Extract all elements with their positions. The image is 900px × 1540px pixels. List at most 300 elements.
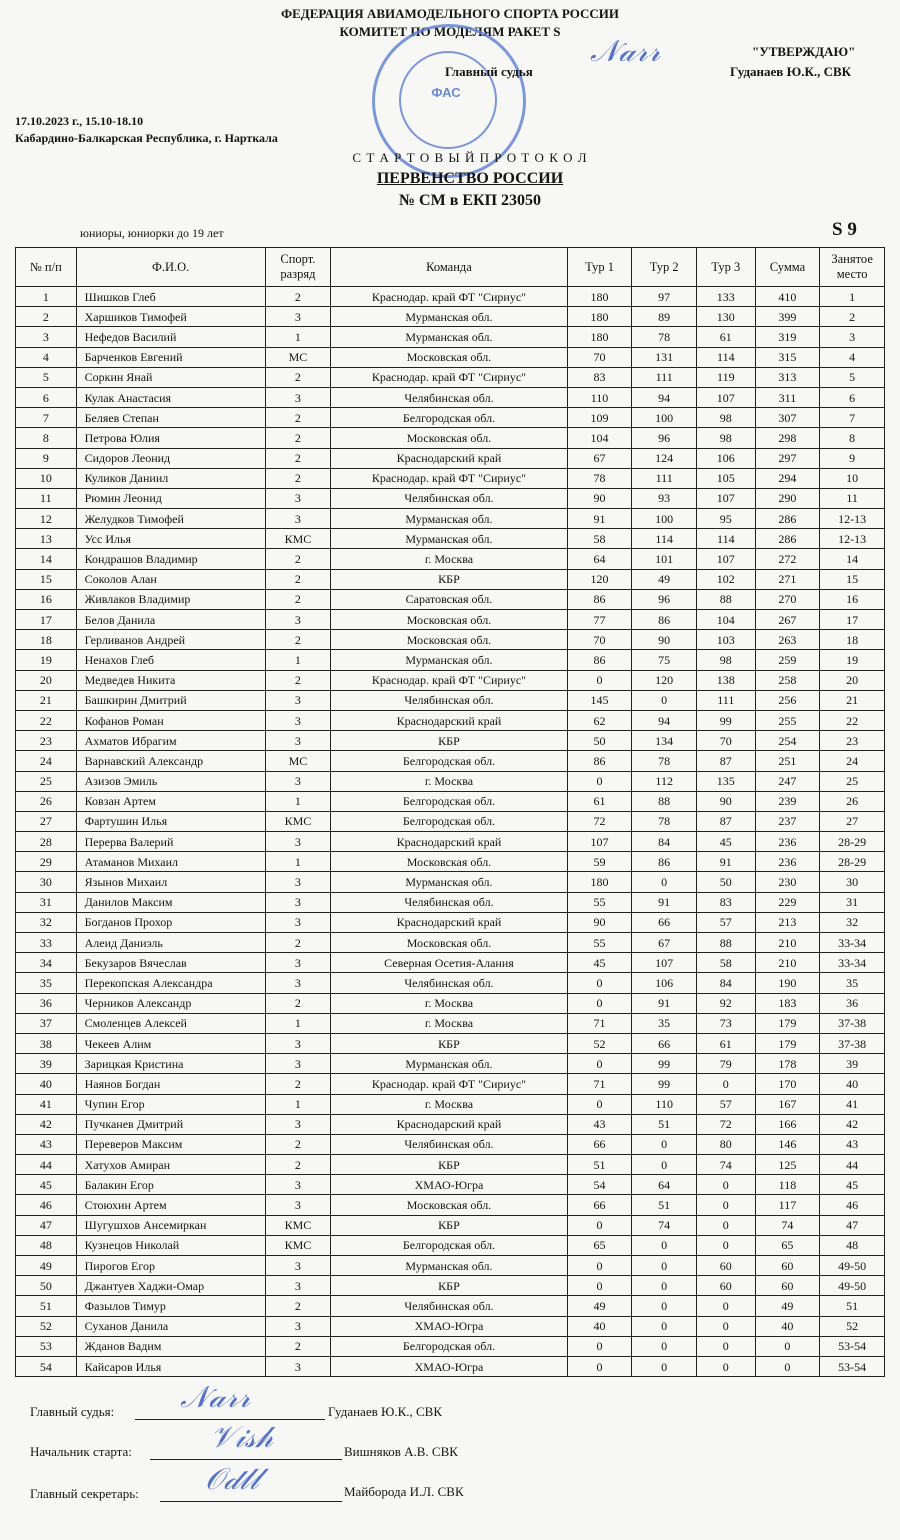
cell-team: Челябинская обл.: [331, 1134, 567, 1154]
event-name: ПЕРВЕНСТВО РОССИИ: [376, 170, 564, 187]
cell-round-2: 96: [632, 428, 697, 448]
cell-round-2: 89: [632, 307, 697, 327]
table-row: [16, 670, 885, 690]
cell-team: г. Москва: [331, 549, 567, 569]
cell-round-2: 134: [632, 731, 697, 751]
table-row: [16, 1296, 885, 1316]
cell-total: 399: [755, 307, 820, 327]
cell-round-2: 114: [632, 529, 697, 549]
cell-name: Бекузаров Вячеслав: [76, 953, 265, 973]
cell-round-1: 91: [567, 509, 632, 529]
table-row: [16, 630, 885, 650]
cell-total: 65: [755, 1235, 820, 1255]
cell-place: 5: [820, 367, 885, 387]
cell-round-3: 83: [697, 892, 756, 912]
cell-total: 410: [755, 287, 820, 307]
cell-round-3: 0: [697, 1235, 756, 1255]
cell-round-1: 55: [567, 892, 632, 912]
table-row: [16, 832, 885, 852]
cell-rank: 2: [265, 1336, 331, 1356]
table-row: [16, 307, 885, 327]
cell-number: 30: [16, 872, 77, 892]
cell-round-1: 86: [567, 751, 632, 771]
cell-team: Челябинская обл.: [331, 1296, 567, 1316]
cell-round-1: 51: [567, 1155, 632, 1175]
footer-signature-3: 𝒪𝒹𝓁𝓁: [205, 1462, 259, 1497]
cell-number: 28: [16, 832, 77, 852]
cell-total: 270: [755, 589, 820, 609]
cell-team: Челябинская обл.: [331, 892, 567, 912]
cell-rank: 1: [265, 1094, 331, 1114]
table-row: [16, 1316, 885, 1336]
cell-round-2: 107: [632, 953, 697, 973]
cell-total: 307: [755, 408, 820, 428]
cell-place: 17: [820, 610, 885, 630]
cell-rank: 3: [265, 771, 331, 791]
cell-place: 19: [820, 650, 885, 670]
cell-name: Герливанов Андрей: [76, 630, 265, 650]
cell-round-2: 0: [632, 1155, 697, 1175]
cell-round-1: 45: [567, 953, 632, 973]
cell-total: 183: [755, 993, 820, 1013]
cell-round-1: 58: [567, 529, 632, 549]
cell-round-1: 0: [567, 670, 632, 690]
cell-round-3: 95: [697, 509, 756, 529]
footer-secretary-label: Главный секретарь:: [30, 1486, 139, 1501]
cell-round-2: 51: [632, 1195, 697, 1215]
header-signature: 𝒩𝒶𝓇𝓇: [590, 34, 661, 69]
cell-total: 315: [755, 347, 820, 367]
cell-team: Мурманская обл.: [331, 307, 567, 327]
table-row: [16, 731, 885, 751]
cell-name: Беляев Степан: [76, 408, 265, 428]
cell-rank: 1: [265, 852, 331, 872]
cell-round-2: 90: [632, 630, 697, 650]
cell-round-1: 52: [567, 1033, 632, 1053]
cell-name: Пучканев Дмитрий: [76, 1114, 265, 1134]
cell-rank: 3: [265, 1316, 331, 1336]
federation-title: ФЕДЕРАЦИЯ АВИАМОДЕЛЬНОГО СПОРТА РОССИИ: [280, 6, 620, 21]
cell-number: 4: [16, 347, 77, 367]
cell-total: 251: [755, 751, 820, 771]
cell-round-2: 49: [632, 569, 697, 589]
cell-name: Ахматов Ибрагим: [76, 731, 265, 751]
cell-name: Перерва Валерий: [76, 832, 265, 852]
cell-number: 10: [16, 468, 77, 488]
cell-round-3: 58: [697, 953, 756, 973]
cell-rank: МС: [265, 751, 331, 771]
cell-rank: 2: [265, 1296, 331, 1316]
committee-title: КОМИТЕТ ПО МОДЕЛЯМ РАКЕТ S: [339, 24, 561, 39]
cell-total: 311: [755, 387, 820, 407]
table-row: [16, 912, 885, 932]
cell-number: 27: [16, 811, 77, 831]
footer-chief-judge-name: Гуданаев Ю.К., СВК: [328, 1404, 443, 1419]
doc-type: С Т А Р Т О В Ы Й П Р О Т О К О Л: [352, 150, 588, 165]
cell-round-3: 119: [697, 367, 756, 387]
cell-round-2: 94: [632, 710, 697, 730]
cell-name: Черников Александр: [76, 993, 265, 1013]
cell-place: 1: [820, 287, 885, 307]
cell-round-2: 0: [632, 1316, 697, 1336]
cell-name: Живлаков Владимир: [76, 589, 265, 609]
table-row: [16, 428, 885, 448]
cell-team: ХМАО-Югра: [331, 1316, 567, 1336]
table-row: [16, 872, 885, 892]
cell-round-3: 106: [697, 448, 756, 468]
cell-team: Мурманская обл.: [331, 509, 567, 529]
cell-round-3: 88: [697, 589, 756, 609]
cell-round-1: 71: [567, 1013, 632, 1033]
table-row: [16, 1175, 885, 1195]
cell-number: 45: [16, 1175, 77, 1195]
cell-number: 49: [16, 1256, 77, 1276]
cell-place: 32: [820, 912, 885, 932]
cell-number: 3: [16, 327, 77, 347]
cell-name: Фартушин Илья: [76, 811, 265, 831]
cell-number: 22: [16, 710, 77, 730]
cell-total: 210: [755, 933, 820, 953]
table-row: [16, 1033, 885, 1053]
cell-rank: 3: [265, 892, 331, 912]
cell-place: 21: [820, 690, 885, 710]
cell-name: Желудков Тимофей: [76, 509, 265, 529]
table-row: [16, 347, 885, 367]
cell-round-2: 0: [632, 1356, 697, 1376]
cell-team: Московская обл.: [331, 933, 567, 953]
cell-team: Краснодар. край ФТ "Сириус": [331, 1074, 567, 1094]
cell-round-3: 104: [697, 610, 756, 630]
table-row: [16, 549, 885, 569]
cell-name: Куликов Даниил: [76, 468, 265, 488]
cell-team: Мурманская обл.: [331, 872, 567, 892]
cell-team: ХМАО-Югра: [331, 1356, 567, 1376]
cell-name: Ненахов Глеб: [76, 650, 265, 670]
cell-place: 31: [820, 892, 885, 912]
cell-team: Мурманская обл.: [331, 1256, 567, 1276]
cell-round-3: 57: [697, 912, 756, 932]
cell-number: 20: [16, 670, 77, 690]
cell-round-1: 43: [567, 1114, 632, 1134]
cell-total: 170: [755, 1074, 820, 1094]
cell-total: 74: [755, 1215, 820, 1235]
cell-total: 117: [755, 1195, 820, 1215]
cell-number: 16: [16, 589, 77, 609]
cell-team: Белгородская обл.: [331, 408, 567, 428]
cell-place: 28-29: [820, 832, 885, 852]
cell-total: 239: [755, 791, 820, 811]
cell-number: 14: [16, 549, 77, 569]
cell-number: 36: [16, 993, 77, 1013]
cell-round-2: 0: [632, 1134, 697, 1154]
cell-round-1: 66: [567, 1134, 632, 1154]
cell-name: Хатухов Амиран: [76, 1155, 265, 1175]
cell-place: 28-29: [820, 852, 885, 872]
cell-round-3: 130: [697, 307, 756, 327]
col-rank: Спорт. разряд: [265, 248, 331, 287]
cell-name: Балакин Егор: [76, 1175, 265, 1195]
cell-team: Челябинская обл.: [331, 387, 567, 407]
cell-place: 44: [820, 1155, 885, 1175]
cell-place: 40: [820, 1074, 885, 1094]
cell-place: 18: [820, 630, 885, 650]
cell-total: 267: [755, 610, 820, 630]
cell-name: Джантуев Хаджи-Омар: [76, 1276, 265, 1296]
table-row: [16, 529, 885, 549]
cell-name: Башкирин Дмитрий: [76, 690, 265, 710]
cell-number: 23: [16, 731, 77, 751]
cell-round-2: 111: [632, 367, 697, 387]
cell-round-3: 105: [697, 468, 756, 488]
cell-rank: 3: [265, 1356, 331, 1376]
cell-number: 37: [16, 1013, 77, 1033]
cell-number: 1: [16, 287, 77, 307]
cell-number: 21: [16, 690, 77, 710]
cell-name: Соколов Алан: [76, 569, 265, 589]
cell-number: 41: [16, 1094, 77, 1114]
cell-round-2: 91: [632, 892, 697, 912]
cell-rank: 3: [265, 509, 331, 529]
cell-name: Рюмин Леонид: [76, 488, 265, 508]
cell-team: Челябинская обл.: [331, 690, 567, 710]
stamp-label: ФАС: [431, 85, 461, 100]
cell-name: Кондрашов Владимир: [76, 549, 265, 569]
cell-total: 290: [755, 488, 820, 508]
cell-name: Фазылов Тимур: [76, 1296, 265, 1316]
cell-round-1: 78: [567, 468, 632, 488]
cell-round-1: 70: [567, 630, 632, 650]
cell-total: 236: [755, 852, 820, 872]
cell-round-1: 86: [567, 589, 632, 609]
cell-place: 24: [820, 751, 885, 771]
cell-total: 255: [755, 710, 820, 730]
cell-total: 146: [755, 1134, 820, 1154]
cell-round-2: 106: [632, 973, 697, 993]
cell-number: 24: [16, 751, 77, 771]
table-row: [16, 973, 885, 993]
cell-name: Нефедов Василий: [76, 327, 265, 347]
cell-place: 27: [820, 811, 885, 831]
table-row: [16, 569, 885, 589]
cell-team: Белгородская обл.: [331, 791, 567, 811]
table-row: [16, 852, 885, 872]
cell-round-2: 78: [632, 751, 697, 771]
cell-number: 29: [16, 852, 77, 872]
cell-total: 259: [755, 650, 820, 670]
cell-rank: 2: [265, 1134, 331, 1154]
cell-place: 15: [820, 569, 885, 589]
cell-place: 22: [820, 710, 885, 730]
cell-round-3: 74: [697, 1155, 756, 1175]
cell-rank: 2: [265, 468, 331, 488]
cell-team: Краснодарский край: [331, 912, 567, 932]
cell-total: 0: [755, 1336, 820, 1356]
cell-team: Краснодар. край ФТ "Сириус": [331, 287, 567, 307]
cell-round-3: 0: [697, 1316, 756, 1336]
table-row: [16, 468, 885, 488]
cell-round-1: 0: [567, 1356, 632, 1376]
cell-total: 298: [755, 428, 820, 448]
cell-team: Московская обл.: [331, 852, 567, 872]
table-row: [16, 1356, 885, 1376]
cell-team: Московская обл.: [331, 610, 567, 630]
cell-round-2: 78: [632, 811, 697, 831]
cell-team: Краснодарский край: [331, 832, 567, 852]
cell-name: Зарицкая Кристина: [76, 1054, 265, 1074]
cell-rank: КМС: [265, 529, 331, 549]
cell-team: Саратовская обл.: [331, 589, 567, 609]
cell-place: 46: [820, 1195, 885, 1215]
cell-total: 297: [755, 448, 820, 468]
cell-total: 210: [755, 953, 820, 973]
cell-number: 12: [16, 509, 77, 529]
cell-rank: 2: [265, 589, 331, 609]
cell-team: Московская обл.: [331, 428, 567, 448]
cell-round-3: 0: [697, 1175, 756, 1195]
cell-number: 31: [16, 892, 77, 912]
cell-total: 40: [755, 1316, 820, 1336]
table-row: [16, 327, 885, 347]
cell-rank: КМС: [265, 811, 331, 831]
cell-team: Краснодарский край: [331, 1114, 567, 1134]
cell-name: Петрова Юлия: [76, 428, 265, 448]
cell-number: 6: [16, 387, 77, 407]
cell-place: 42: [820, 1114, 885, 1134]
cell-round-1: 40: [567, 1316, 632, 1336]
cell-rank: МС: [265, 347, 331, 367]
footer-signature-2: 𝒱𝒾𝓈𝒽: [210, 1420, 273, 1455]
cell-number: 15: [16, 569, 77, 589]
footer-start-chief-label: Начальник старта:: [30, 1444, 132, 1459]
cell-place: 37-38: [820, 1033, 885, 1053]
cell-number: 51: [16, 1296, 77, 1316]
cell-name: Кулак Анастасия: [76, 387, 265, 407]
cell-name: Кайсаров Илья: [76, 1356, 265, 1376]
cell-round-3: 114: [697, 529, 756, 549]
cell-team: Белгородская обл.: [331, 811, 567, 831]
cell-round-2: 100: [632, 509, 697, 529]
cell-round-1: 70: [567, 347, 632, 367]
cell-round-2: 74: [632, 1215, 697, 1235]
cell-name: Чекеев Алим: [76, 1033, 265, 1053]
cell-place: 37-38: [820, 1013, 885, 1033]
table-row: [16, 710, 885, 730]
header-chief-judge-name: Гуданаев Ю.К., СВК: [730, 64, 852, 79]
cell-name: Ковзан Артем: [76, 791, 265, 811]
cell-round-3: 87: [697, 751, 756, 771]
event-date: 17.10.2023 г., 15.10-18.10: [15, 114, 144, 128]
cell-name: Стоюхин Артем: [76, 1195, 265, 1215]
cell-round-3: 91: [697, 852, 756, 872]
table-row: [16, 690, 885, 710]
cell-round-3: 60: [697, 1276, 756, 1296]
cell-number: 17: [16, 610, 77, 630]
cell-team: Московская обл.: [331, 1195, 567, 1215]
cell-round-3: 50: [697, 872, 756, 892]
class-label: S 9: [832, 219, 857, 240]
cell-round-2: 66: [632, 912, 697, 932]
cell-round-1: 109: [567, 408, 632, 428]
cell-round-3: 133: [697, 287, 756, 307]
cell-number: 8: [16, 428, 77, 448]
cell-team: КБР: [331, 731, 567, 751]
cell-round-1: 180: [567, 872, 632, 892]
cell-place: 11: [820, 488, 885, 508]
cell-round-3: 92: [697, 993, 756, 1013]
cell-round-3: 60: [697, 1256, 756, 1276]
footer-chief-judge-label: Главный судья:: [30, 1404, 115, 1419]
cell-total: 118: [755, 1175, 820, 1195]
table-row: [16, 488, 885, 508]
cell-round-1: 62: [567, 710, 632, 730]
cell-round-2: 0: [632, 872, 697, 892]
cell-name: Шугушхов Ансемиркан: [76, 1215, 265, 1235]
cell-round-1: 86: [567, 650, 632, 670]
cell-rank: 3: [265, 1276, 331, 1296]
cell-team: г. Москва: [331, 1013, 567, 1033]
cell-number: 54: [16, 1356, 77, 1376]
cell-round-2: 100: [632, 408, 697, 428]
cell-total: 256: [755, 690, 820, 710]
cell-team: Белгородская обл.: [331, 751, 567, 771]
event-place: Кабардино-Балкарская Республика, г. Нарткала: [15, 131, 278, 145]
cell-team: ХМАО-Югра: [331, 1175, 567, 1195]
cell-total: 229: [755, 892, 820, 912]
cell-rank: 3: [265, 731, 331, 751]
cell-rank: 2: [265, 428, 331, 448]
cell-place: 23: [820, 731, 885, 751]
cell-round-3: 70: [697, 731, 756, 751]
cell-round-1: 0: [567, 1276, 632, 1296]
cell-team: Мурманская обл.: [331, 529, 567, 549]
cell-name: Кофанов Роман: [76, 710, 265, 730]
table-row: [16, 1114, 885, 1134]
cell-number: 46: [16, 1195, 77, 1215]
cell-round-3: 107: [697, 549, 756, 569]
cell-round-3: 102: [697, 569, 756, 589]
table-row: [16, 610, 885, 630]
cell-round-1: 61: [567, 791, 632, 811]
cell-round-3: 98: [697, 408, 756, 428]
cell-round-2: 88: [632, 791, 697, 811]
cell-number: 53: [16, 1336, 77, 1356]
cell-round-3: 0: [697, 1215, 756, 1235]
cell-round-1: 83: [567, 367, 632, 387]
cell-number: 26: [16, 791, 77, 811]
cell-rank: 3: [265, 610, 331, 630]
table-row: [16, 367, 885, 387]
cell-name: Суханов Данила: [76, 1316, 265, 1336]
cell-total: 263: [755, 630, 820, 650]
table-row: [16, 1094, 885, 1114]
cell-total: 247: [755, 771, 820, 791]
cell-place: 39: [820, 1054, 885, 1074]
cell-team: Краснодар. край ФТ "Сириус": [331, 670, 567, 690]
cell-name: Перекопская Александра: [76, 973, 265, 993]
cell-rank: 2: [265, 367, 331, 387]
cell-number: 2: [16, 307, 77, 327]
cell-round-1: 90: [567, 488, 632, 508]
cell-round-3: 57: [697, 1094, 756, 1114]
cell-round-2: 0: [632, 1235, 697, 1255]
cell-rank: 3: [265, 973, 331, 993]
cell-rank: 2: [265, 1155, 331, 1175]
cell-round-1: 90: [567, 912, 632, 932]
cell-round-3: 0: [697, 1296, 756, 1316]
cell-number: 7: [16, 408, 77, 428]
cell-total: 213: [755, 912, 820, 932]
table-row: [16, 892, 885, 912]
